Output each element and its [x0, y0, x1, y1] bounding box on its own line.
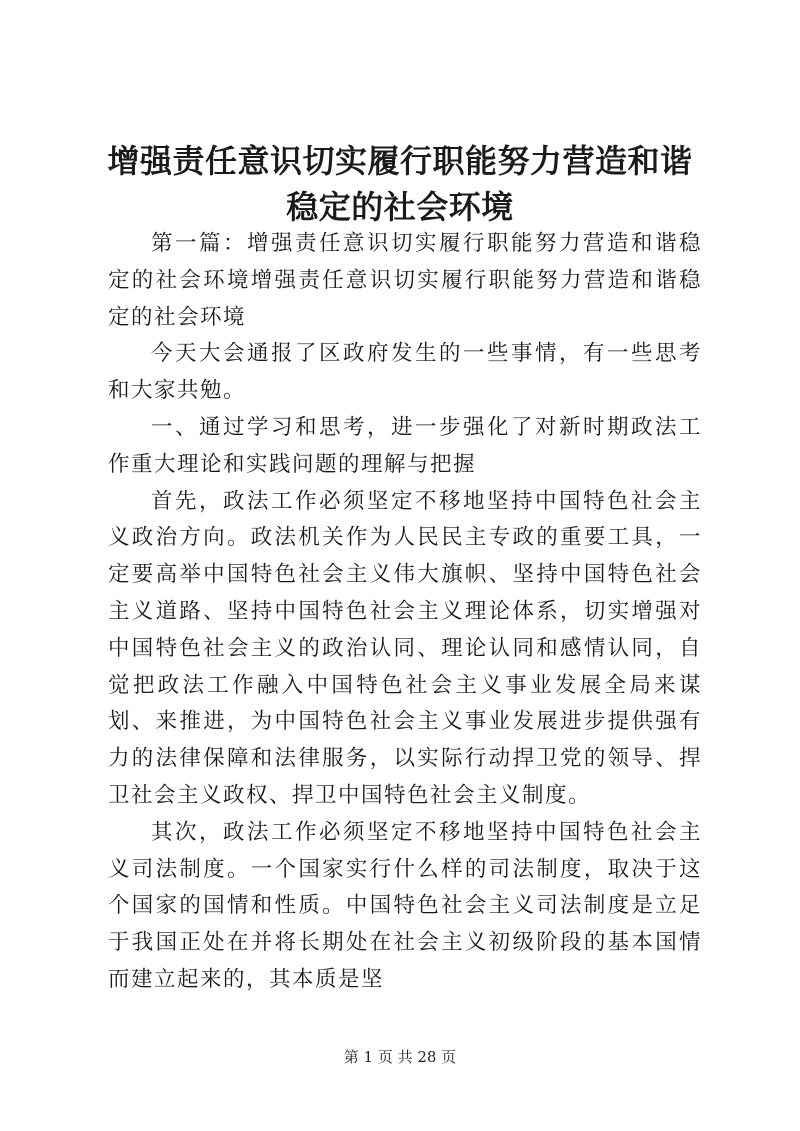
- paragraph-1: 第一篇：增强责任意识切实履行职能努力营造和谐稳定的社会环境增强责任意识切实履行职能努力营造和谐稳定的社会环境: [108, 231, 702, 330]
- document-body: [108, 226, 702, 999]
- page-footer: 第 1 页 共 28 页: [343, 1048, 457, 1066]
- paragraph-5: 其次，政法工作必须坚定不移地坚持中国特色社会主义司法制度。一个国家实行什么样的司法制度，取决于这个国家的国情和性质。中国特色社会主义司法制度是立足于我国正处在并将长期处在社会主义初级阶段的基本国情而建立起来的，其本质是坚: [108, 819, 702, 992]
- paragraph-3: 一、通过学习和思考，进一步强化了对新时期政法工作重大理论和实践问题的理解与把握: [108, 414, 702, 477]
- paragraph-4: 首先，政法工作必须坚定不移地坚持中国特色社会主义政治方向。政法机关作为人民民主专政的重要工具，一定要高举中国特色社会主义伟大旗帜、坚持中国特色社会主义道路、坚持中国特色社会主义理论体系，切实增强对中国特色社会主义的政治认同、理论认同和感情认同，自觉把政法工作融入中国特色社会主义事业发展全局来谋划、来推进，为中国特色社会主义事业发展进步提供强有力的法律保障和法律服务，以实际行动捍卫党的领导、捍卫社会主义政权、捍卫中国特色社会主义制度。: [108, 488, 702, 808]
- document-title: 增强责任意识切实履行职能努力营造和谐稳定的社会环境: [107, 142, 693, 226]
- paragraph-2: 今天大会通报了区政府发生的一些事情，有一些思考和大家共勉。: [108, 341, 702, 404]
